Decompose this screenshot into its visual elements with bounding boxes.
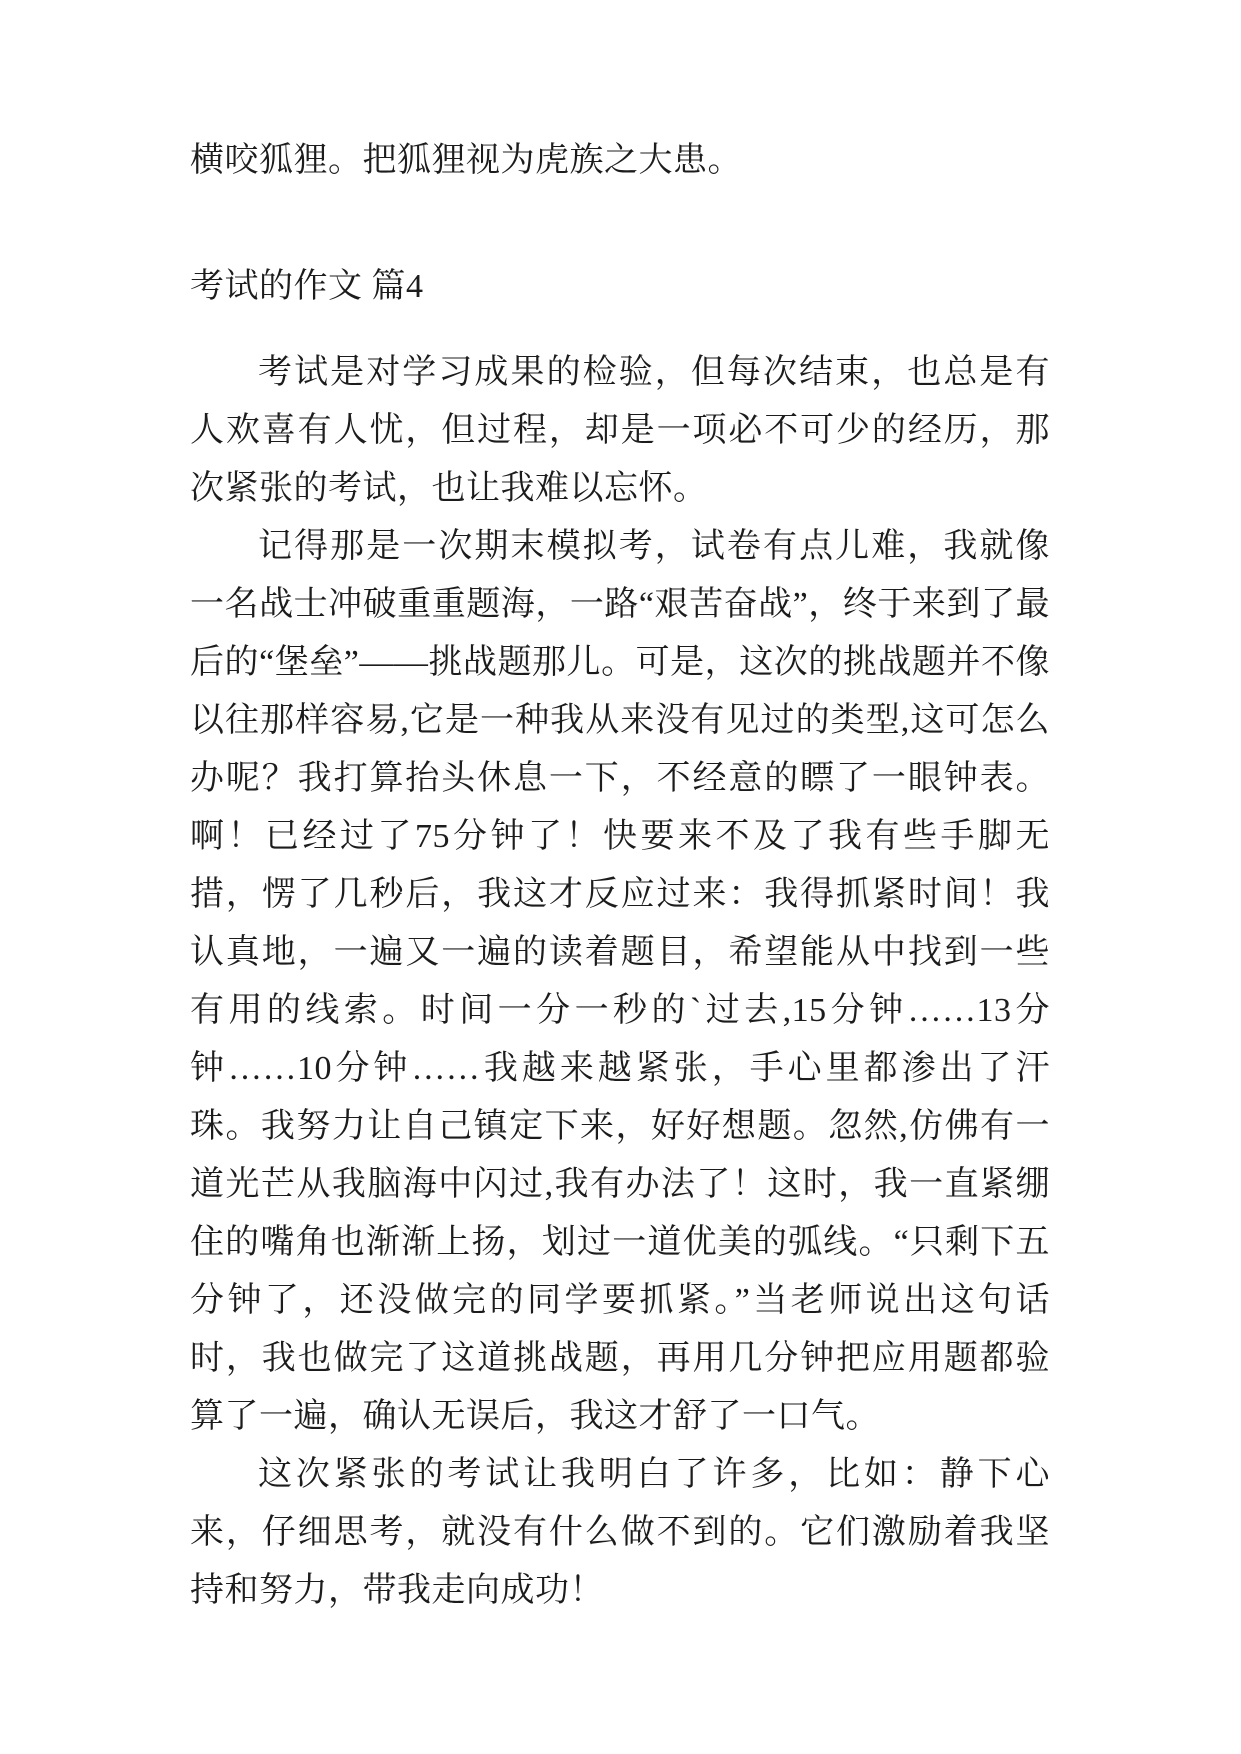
document-text-block [190, 132, 1050, 1620]
essay-paragraph-1: 考试是对学习成果的检验，但每次结束，也总是有人欢喜有人忧，但过程，却是一项必不可少的经历，那次紧张的考试，也让我难以忘怀。 [190, 354, 1050, 507]
section-heading: 考试的作文 篇4 [190, 268, 424, 305]
intro-continuation-line: 横咬狐狸。把狐狸视为虎族之大患。 [190, 142, 742, 179]
essay-paragraph-3: 这次紧张的考试让我明白了许多，比如：静下心来，仔细思考，就没有什么做不到的。它们激励着我坚持和努力，带我走向成功！ [190, 1456, 1050, 1609]
essay-paragraph-2: 记得那是一次期末模拟考，试卷有点儿难，我就像一名战士冲破重重题海，一路“艰苦奋战”，终于来到了最后的“堡垒”——挑战题那儿。可是，这次的挑战题并不像以往那样容易,它是一种我从来没有见过的类型,这可怎么办呢？我打算抬头休息一下，不经意的瞟了一眼钟表。啊！已经过了75分钟了！快要来不及了我有些手脚无措，愣了几秒后，我这才反应过来：我得抓紧时间！我认真地，一遍又一遍的读着题目，希望能从中找到一些有用的线索。时间一分一秒的`过去,15分钟……13分钟……10分钟……我越来越紧张，手心里都渗出了汗珠。我努力让自己镇定下来，好好想题。忽然,仿佛有一道光芒从我脑海中闪过,我有办法了！这时，我一直紧绷住的嘴角也渐渐上扬，划过一道优美的弧线。“只剩下五分钟了，还没做完的同学要抓紧。”当老师说出这句话时，我也做完了这道挑战题，再用几分钟把应用题都验算了一遍，确认无误后，我这才舒了一口气。 [190, 528, 1050, 1435]
